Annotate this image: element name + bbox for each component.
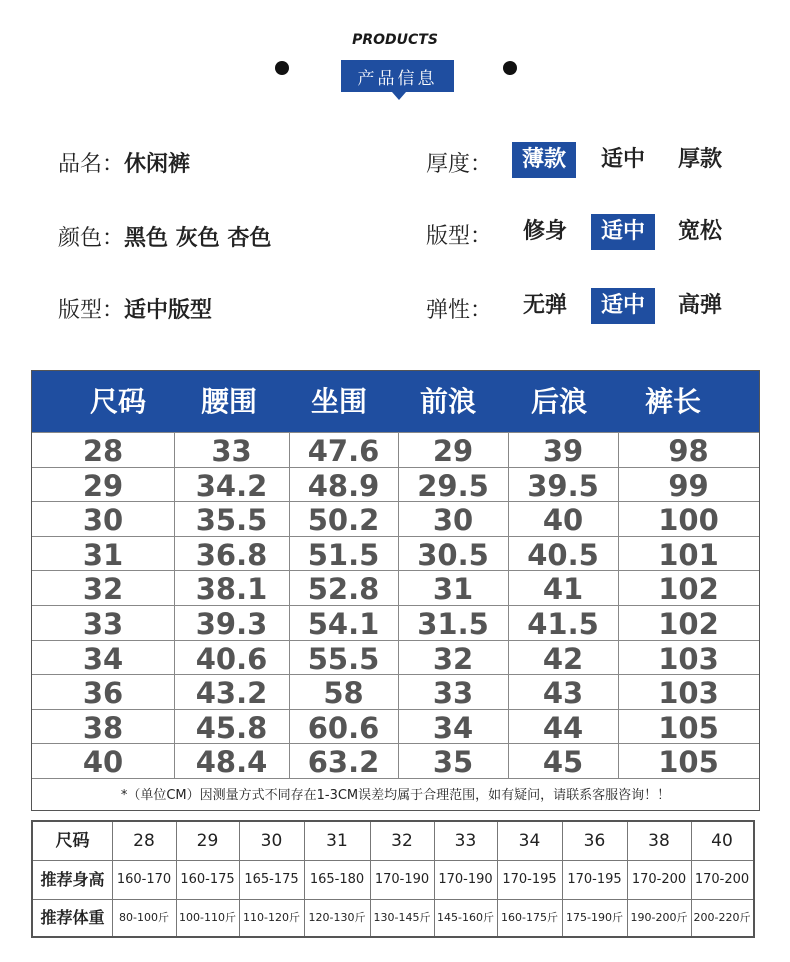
weight-cell: 160-175斤 (501, 911, 558, 924)
cell-length: 99 (668, 468, 709, 503)
cell-back-rise: 41.5 (527, 607, 599, 641)
cell-waist: 39.3 (195, 607, 268, 641)
cell-size: 33 (82, 607, 124, 641)
recommend-row-height (33, 860, 753, 899)
header-front-rise: 前浪 (419, 385, 476, 418)
table-row (32, 674, 759, 709)
size-cell: 31 (326, 831, 348, 851)
cell-waist: 35.5 (195, 503, 268, 538)
cell-length: 102 (658, 607, 719, 641)
header-size: 尺码 (89, 385, 146, 418)
cell-hip: 58 (323, 676, 364, 711)
stretch-option-none: 无弹 (522, 293, 567, 318)
recommend-row-size (33, 822, 753, 860)
weight-cell: 80-100斤 (119, 911, 169, 924)
cell-hip: 50.2 (307, 503, 380, 538)
cell-size: 34 (82, 641, 124, 676)
size-cell: 30 (260, 831, 283, 851)
size-cell: 36 (583, 831, 606, 851)
table-row (32, 432, 759, 467)
cell-length: 103 (658, 676, 719, 711)
cell-hip: 54.1 (307, 607, 380, 641)
stretch-label: 弹性： (426, 298, 493, 323)
size-chart-table (31, 370, 760, 811)
size-cell: 28 (133, 831, 155, 851)
weight-cell: 190-200斤 (630, 911, 688, 924)
cell-waist: 36.8 (195, 537, 268, 572)
cell-back-rise: 43 (542, 676, 584, 711)
cell-back-rise: 39 (542, 434, 584, 468)
cell-front-rise: 29 (432, 434, 474, 468)
cell-length: 103 (658, 641, 719, 676)
banner-pointer (392, 92, 406, 100)
product-fit-row (58, 293, 212, 324)
thickness-label: 厚度： (426, 152, 493, 177)
cell-waist: 33 (211, 434, 252, 468)
size-chart-header (32, 371, 759, 432)
size-cell: 32 (391, 831, 413, 851)
cell-size: 29 (82, 468, 124, 503)
product-name-row (58, 147, 190, 178)
cell-waist: 45.8 (195, 710, 268, 745)
table-row (32, 467, 759, 502)
product-color-value: 黑色 灰色 杏色 (124, 226, 272, 251)
height-cell: 165-180 (309, 872, 365, 887)
cell-size: 32 (82, 572, 124, 607)
header-hip: 坐围 (310, 385, 367, 418)
cell-back-rise: 42 (542, 641, 584, 676)
cell-size: 40 (82, 745, 124, 780)
cell-hip: 52.8 (307, 572, 380, 607)
cell-back-rise: 45 (542, 745, 584, 780)
cell-front-rise: 33 (432, 676, 474, 711)
weight-cell: 145-160斤 (437, 911, 494, 924)
cell-front-rise: 31.5 (417, 607, 489, 641)
table-row (32, 709, 759, 744)
cell-size: 30 (82, 503, 124, 538)
size-cell: 33 (454, 831, 477, 851)
cell-length: 101 (658, 537, 719, 572)
height-cell: 170-190 (374, 872, 430, 887)
thickness-option-thick: 厚款 (677, 147, 722, 172)
cell-size: 28 (82, 434, 124, 468)
size-cell: 40 (711, 831, 733, 851)
table-row (32, 536, 759, 571)
weight-row-label: 推荐体重 (40, 908, 105, 927)
cell-size: 38 (82, 710, 124, 745)
size-cell: 34 (518, 831, 541, 851)
cell-back-rise: 39.5 (527, 468, 599, 503)
cell-front-rise: 31 (432, 572, 474, 607)
cut-option-loose: 宽松 (677, 219, 722, 244)
cell-back-rise: 40 (542, 503, 584, 538)
cell-size: 31 (82, 537, 124, 572)
thickness-option-medium: 适中 (600, 147, 645, 172)
weight-cell: 100-110斤 (179, 911, 236, 924)
cell-waist: 34.2 (195, 468, 268, 503)
height-row-label: 推荐身高 (40, 870, 105, 889)
product-fit-value: 适中版型 (124, 298, 213, 323)
cell-hip: 51.5 (307, 537, 380, 572)
size-cell: 29 (196, 831, 219, 851)
cell-front-rise: 35 (432, 745, 474, 780)
cell-front-rise: 34 (432, 710, 474, 745)
product-name-label: 品名： (58, 152, 125, 177)
cell-back-rise: 40.5 (527, 537, 599, 572)
products-title-en: PRODUCTS (352, 32, 438, 48)
cell-back-rise: 44 (542, 710, 584, 745)
cell-front-rise: 30 (432, 503, 474, 538)
height-cell: 165-175 (244, 872, 299, 887)
weight-cell: 130-145斤 (373, 911, 431, 924)
cell-length: 98 (668, 434, 709, 468)
recommend-row-weight (33, 899, 753, 936)
decor-dot-left (275, 61, 289, 75)
stretch-option-medium: 适中 (591, 288, 655, 324)
table-row (32, 605, 759, 640)
cell-hip: 55.5 (307, 641, 380, 676)
cell-length: 100 (658, 503, 719, 538)
size-row-label: 尺码 (55, 831, 90, 851)
table-row (32, 640, 759, 675)
cell-waist: 40.6 (195, 641, 268, 676)
header-waist: 腰围 (200, 385, 257, 418)
height-cell: 170-195 (502, 872, 557, 887)
weight-cell: 110-120斤 (243, 911, 300, 924)
cell-length: 102 (658, 572, 719, 607)
cell-front-rise: 30.5 (417, 537, 489, 572)
cell-front-rise: 32 (432, 641, 474, 676)
cell-size: 36 (82, 676, 124, 711)
product-info-banner (341, 60, 454, 92)
product-color-row (58, 221, 271, 252)
cut-option-regular: 适中 (591, 214, 655, 250)
height-cell: 170-200 (694, 872, 750, 887)
size-cell: 38 (648, 831, 670, 851)
height-cell: 160-175 (180, 872, 235, 887)
cell-hip: 63.2 (307, 745, 380, 780)
product-color-label: 颜色： (58, 226, 125, 251)
cell-back-rise: 41 (542, 572, 584, 607)
thickness-option-thin: 薄款 (512, 142, 576, 178)
measurement-note: *（单位CM）因测量方式不同存在1-3CM误差均属于合理范围，如有疑问，请联系客服咨询！！ (32, 778, 759, 812)
decor-dot-right (503, 61, 517, 75)
height-cell: 170-200 (631, 872, 687, 887)
height-cell: 160-170 (116, 872, 172, 887)
height-cell: 170-190 (438, 872, 493, 887)
cell-waist: 38.1 (195, 572, 268, 607)
cell-hip: 60.6 (307, 710, 380, 745)
header-length: 裤长 (644, 385, 701, 418)
product-name-value: 休闲裤 (124, 152, 191, 177)
cut-option-slim: 修身 (522, 219, 567, 244)
weight-cell: 200-220斤 (693, 911, 751, 924)
table-row (32, 501, 759, 536)
cell-front-rise: 29.5 (417, 468, 489, 503)
cell-waist: 48.4 (195, 745, 268, 780)
cell-waist: 43.2 (195, 676, 268, 711)
product-fit-label: 版型： (58, 298, 125, 323)
header-back-rise: 后浪 (530, 385, 587, 418)
recommendation-table (31, 820, 755, 938)
cell-hip: 47.6 (307, 434, 380, 468)
weight-cell: 175-190斤 (566, 911, 623, 924)
cell-hip: 48.9 (307, 468, 380, 503)
weight-cell: 120-130斤 (308, 911, 366, 924)
cut-label: 版型： (426, 224, 493, 249)
table-row (32, 570, 759, 605)
table-row (32, 743, 759, 778)
cell-length: 105 (658, 710, 719, 745)
height-cell: 170-195 (567, 872, 622, 887)
cell-length: 105 (658, 745, 719, 780)
stretch-option-high: 高弹 (677, 293, 722, 318)
product-info-title: 产品信息 (357, 68, 438, 89)
